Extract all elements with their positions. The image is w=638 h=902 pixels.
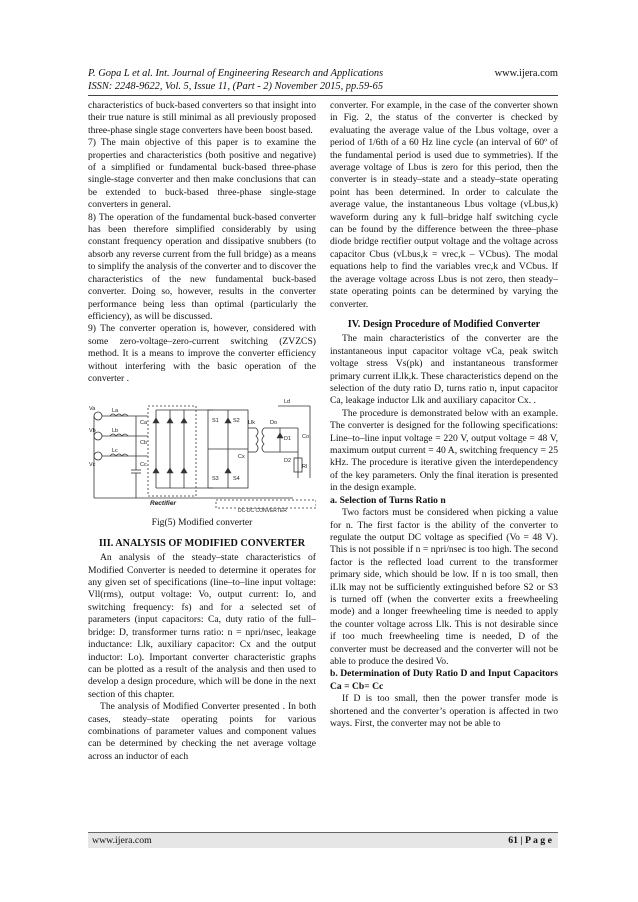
page-number: 61 | P a g e xyxy=(508,835,552,846)
right-paragraph-3: The procedure is demonstrated below with an example. The converter is designed for the following specifications: Line–to–line input voltage = 220 V, output voltage = 48 V, maximum output current = 40 A, switching frequency = 25 kHz. The procedure is iterative given the interdependency of the key parameters. Only the final iteration is presented in the design example. xyxy=(330,407,558,494)
label-lc: Lc xyxy=(112,448,118,455)
left-paragraph-6: The analysis of Modified Converter presented . In both cases, steady–state operating points for various combinations of parameter values and component values can be determined by checking the net average voltage across an inductor of each xyxy=(88,701,316,762)
right-paragraph-5: If D is too small, then the power transfer mode is shortened and the converter’s operation is affected in two ways. First, the converter may not be able to xyxy=(330,693,558,729)
label-d2: D2 xyxy=(284,458,292,465)
issn-line: ISSN: 2248-9622, Vol. 5, Issue 11, (Part - 2) November 2015, pp.59-65 xyxy=(88,81,384,92)
section-3-title: III. ANALYSIS OF MODIFIED CONVERTER xyxy=(98,537,306,549)
label-vb: Vb xyxy=(89,428,96,435)
label-s3: S3 xyxy=(212,476,219,483)
dcdc-label: DC-DC CONVERTER xyxy=(238,508,287,514)
circuit-diagram xyxy=(88,388,316,513)
label-ld: Ld xyxy=(284,399,291,406)
footer-site-link[interactable]: www.ijera.com xyxy=(92,835,152,846)
header-rule xyxy=(88,95,558,96)
left-paragraph-2: 7) The main objective of this paper is to examine the properties and characteristics (both positive and negative) of a simplified or fundamental buck-based three-phase single-stage converter and then make conclusions that can be extended to buck-based three-phase single-stage converters in general. xyxy=(88,137,316,211)
label-s2: S2 xyxy=(233,418,240,425)
label-va: Va xyxy=(89,406,96,413)
section-4-title: IV. Design Procedure of Modified Converter xyxy=(347,318,541,330)
label-do: Do xyxy=(270,420,278,427)
left-column xyxy=(88,100,316,763)
left-paragraph-1: characteristics of buck-based converters so that insight into their true nature is still minimal as all previously proposed three-phase single stage converters have been boost based. xyxy=(88,100,316,136)
right-paragraph-2: The main characteristics of the converter are the instantaneous input capacitor voltage vCa, peak switch voltage stress Vs(pk) and instantaneous transformer primary current iLlk,k. These characteristics depend on the selection of the duty ratio D, turns ratio n, input capacitor Ca, leakage inductor Llk and auxiliary capacitor Cx. . xyxy=(330,333,558,407)
left-paragraph-5: An analysis of the steady–state characteristics of Modified Converter is needed to determine it operates for any given set of specifications (line–to–line input voltage: Vll(rms), output voltage: Vo, output current: Io, and switching frequency: fs) and for a selected set of parameters (input capacitors: Ca, duty ratio of the full–bridge: D, transformer turns ratio: n = npri/nsec, leakage inductance: Llk, auxiliary capacitor: Cx and the output inductor: Lo). Important converter characteristic graphs can be plotted as a result of the analysis and then used to develop a design procedure, which will be done in the next section of this chapter. xyxy=(88,552,316,700)
label-vc: Vc xyxy=(89,462,96,469)
label-co: Co xyxy=(302,434,310,441)
label-rl: Rl xyxy=(302,464,308,471)
label-llk: Llk xyxy=(248,420,256,427)
rectifier-label: Rectifier xyxy=(150,500,177,508)
label-cb: Cb xyxy=(140,440,148,447)
label-cx: Cx xyxy=(238,454,245,461)
running-header xyxy=(88,67,558,93)
header-site-link[interactable]: www.ijera.com xyxy=(494,68,558,79)
right-paragraph-1: converter. For example, in the case of the converter shown in Fig. 2, the status of the converter is checked by evaluating the average value of the Lbus voltage, over a period of 1/6th of a 60 Hz line cycle (an interval of 60º of the fundamental period is used due to symmetries). If the average voltage of Lbus is zero for this period, then the converter is in steady–state and a steady–state operating point has been determined. In order to calculate the average value, the instantaneous Lbus voltage (vLbus,k) waveform during any k full–bridge half switching cycle can be found by the difference between the three–phase diode bridge rectifier output voltage and the voltage across capacitor Cbus (vLbus,k = vrec,k – VCbus). The modal equations help to find the variables vrec,k and VCbus. If the average voltage across Lbus is not zero, then steady–state operating points can be determined by varying the converter. xyxy=(330,100,558,310)
journal-title: P. Gopa L et al. Int. Journal of Engineering Research and Applications xyxy=(88,68,384,79)
left-paragraph-3: 8) The operation of the fundamental buck-based converter has been therefore simplified considerably by using constant frequency operation and dissipative snubbers (to absorb any reverse current from the full bridge) as a means to simplify the analysis of the converter and to discover the characteristics of the new fundamental buck-based converter. Doing so, however, results in the converter performance being less than optimal (particularly the efficiency), as will be discussed. xyxy=(88,211,316,322)
label-s1: S1 xyxy=(212,418,219,425)
label-s4: S4 xyxy=(233,476,240,483)
figure-caption: Fig(5) Modified converter xyxy=(151,517,253,529)
left-paragraph-4: 9) The converter operation is, however, considered with some zero-voltage–zero-current switching (ZVZCS) method. It is a means to improve the converter efficiency without interfering with the basic operation of the converter . xyxy=(88,323,316,384)
circuit-figure xyxy=(88,388,316,513)
right-column xyxy=(330,100,558,730)
subsection-a-title: a. Selection of Turns Ratio n xyxy=(330,494,446,506)
right-paragraph-4: Two factors must be considered when picking a value for n. The first factor is the ability of the converter to regulate the output DC voltage as specified (Vo = 48 V). This is not possible if n = npri/nsec is too high. The second factor is the reflected load current to the transformer primary side, which should be low. If n is too small, then iLlk may not be sufficiently extinguished before S2 or S3 is turned off (when the converter exits a freewheeling mode) and a longer freewheeling time is needed to apply the counter voltage across Llk. This is not desirable since if too much freewheeling time is needed, D of the converter must be decreased and the converter will not be able to produce the desired Vo. xyxy=(330,507,558,667)
subsection-b-title: b. Determination of Duty Ratio D and Input Capacitors Ca = Cb= Cc xyxy=(330,668,558,692)
label-la: La xyxy=(112,408,119,415)
label-lb: Lb xyxy=(112,428,119,435)
label-d1: D1 xyxy=(284,436,292,443)
label-cc: Cc xyxy=(140,462,147,469)
page-footer xyxy=(88,832,558,848)
label-ca: Ca xyxy=(140,420,148,427)
